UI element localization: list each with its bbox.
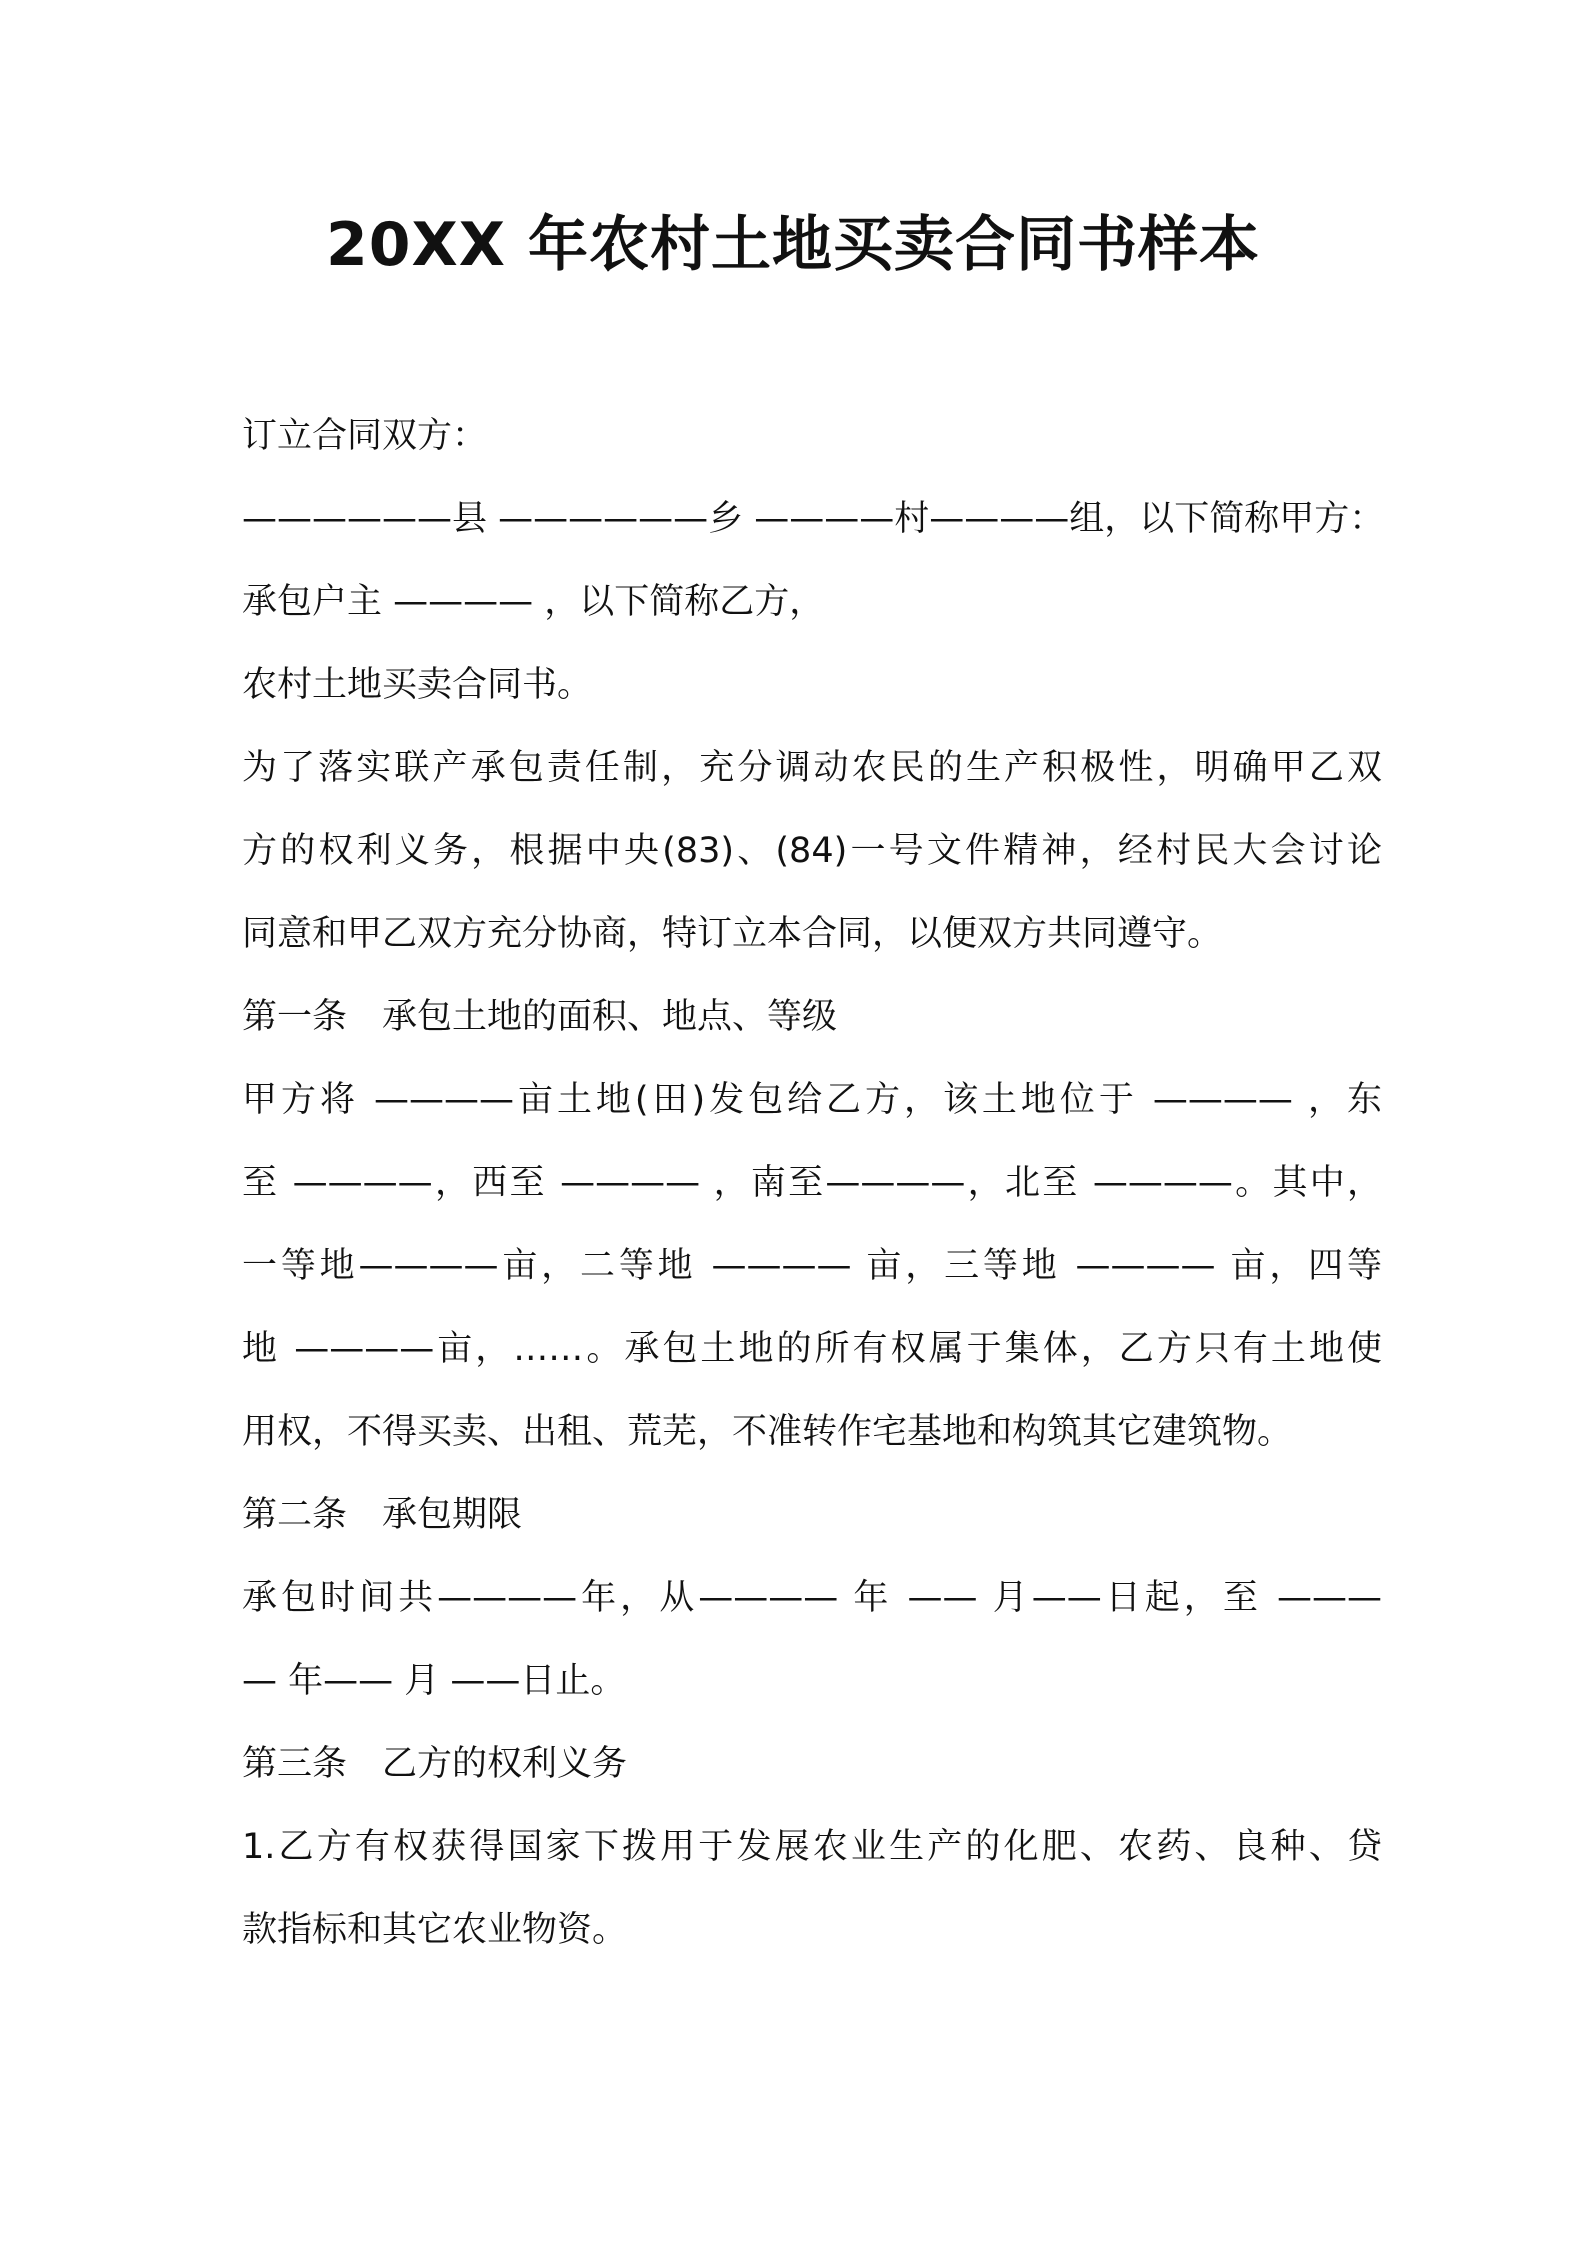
paragraph-line: 地 ————亩，……。承包土地的所有权属于集体，乙方只有土地使 [242, 1329, 1382, 1369]
paragraph-line: ——————县 ——————乡 ————村————组，以下简称甲方： [242, 499, 1385, 539]
paragraph-line: 承包户主 ———— ，以下简称乙方， [242, 582, 825, 622]
paragraph-line: 用权，不得买卖、出租、荒芜，不准转作宅基地和构筑其它建筑物。 [242, 1412, 1293, 1452]
paragraph-line: 一等地————亩，二等地 ———— 亩，三等地 ———— 亩，四等 [242, 1246, 1382, 1286]
document-title: 20XX 年农村土地买卖合同书样本 [326, 210, 1260, 280]
paragraph-line: 农村土地买卖合同书。 [242, 665, 593, 705]
paragraph-line: 为了落实联产承包责任制，充分调动农民的生产积极性，明确甲乙双 [242, 748, 1382, 788]
paragraph-line: 承包时间共————年，从———— 年 —— 月——日起，至 ——— [242, 1578, 1382, 1618]
section-heading: 第二条 承包期限 [242, 1495, 523, 1535]
paragraph-line: 款指标和其它农业物资。 [242, 1910, 628, 1950]
paragraph-line: 订立合同双方： [242, 416, 488, 456]
section-heading: 第三条 乙方的权利义务 [242, 1744, 628, 1784]
paragraph-line: 同意和甲乙双方充分协商，特订立本合同，以便双方共同遵守。 [242, 914, 1223, 954]
document-body [242, 395, 1385, 1972]
paragraph-line: 甲方将 ————亩土地(田)发包给乙方，该土地位于 ———— ，东 [242, 1080, 1382, 1120]
paragraph-line: 1.乙方有权获得国家下拨用于发展农业生产的化肥、农药、良种、贷 [242, 1827, 1382, 1867]
paragraph-line: 方的权利义务，根据中央(83)、(84)一号文件精神，经村民大会讨论 [242, 831, 1382, 871]
paragraph-line: 至 ————，西至 ———— ，南至————，北至 ————。其中， [242, 1163, 1382, 1203]
section-heading: 第一条 承包土地的面积、地点、等级 [242, 997, 838, 1037]
paragraph-line: — 年—— 月 ——日止。 [242, 1661, 626, 1701]
